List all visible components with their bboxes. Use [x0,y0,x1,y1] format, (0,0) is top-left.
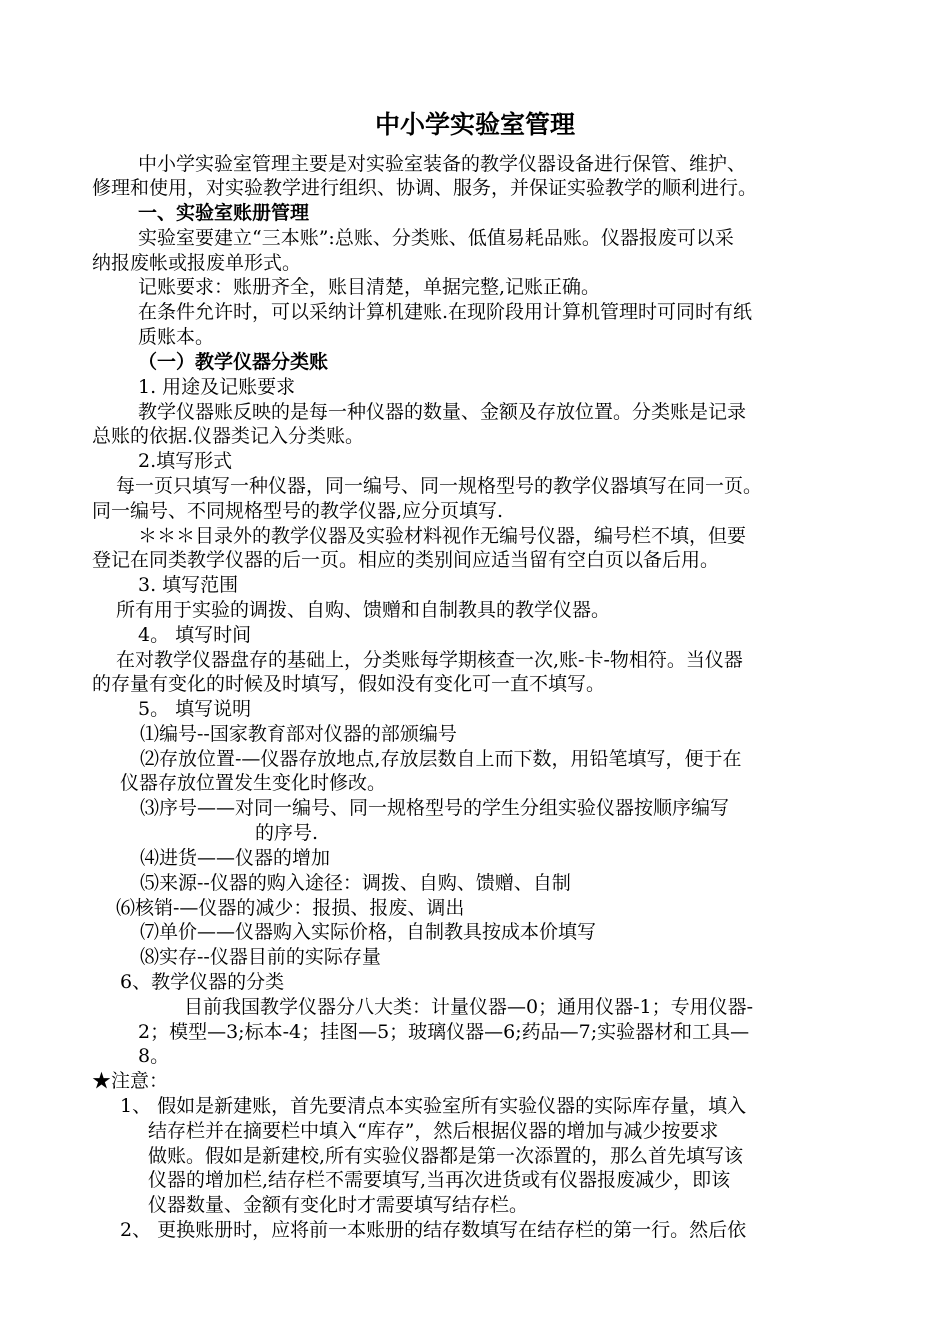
text-line: 2.填写形式 [138,450,233,472]
text-line: ⑺单价——仪器购入实际价格，自制教具按成本价填写 [140,921,597,943]
text-line: 同一编号、不同规格型号的教学仪器,应分页填写. [92,500,504,522]
text-line: 仪器存放位置发生变化时修改。 [120,772,387,794]
text-line: 教学仪器账反映的是每一种仪器的数量、金额及存放位置。分类账是记录 [138,401,747,423]
text-line: 4。 填写时间 [138,624,252,646]
text-line: ⑷进货——仪器的增加 [140,847,331,869]
text-line: 记账要求：账册齐全，账目清楚，单据完整,记账正确。 [138,276,601,298]
note-heading: ★注意： [92,1070,169,1092]
text-line: 做账。假如是新建校,所有实验仪器都是第一次添置的，那么首先填写该 [148,1145,744,1167]
text-line: 纳报废帐或报废单形式。 [92,252,302,274]
text-line: ⑵存放位置-—仪器存放地点,存放层数自上而下数，用铅笔填写，便于在 [140,748,742,770]
text-line: 6、教学仪器的分类 [120,971,285,993]
text-line: 2、 更换账册时，应将前一本账册的结存数填写在结存栏的第一行。然后依 [120,1219,747,1241]
text-line: 每一页只填写一种仪器，同一编号、同一规格型号的教学仪器填写在同一页。 [116,475,763,497]
subsection-heading: （一）教学仪器分类账 [138,351,329,373]
text-line: 在对教学仪器盘存的基础上，分类账每学期核查一次,账-卡-物相符。当仪器 [116,649,743,671]
text-line: ⑻实存--仪器目前的实际存量 [140,946,381,968]
text-line: ⑶序号——对同一编号、同一规格型号的学生分组实验仪器按顺序编写 [140,797,730,819]
text-line: 实验室要建立“三本账”:总账、分类账、低值易耗品账。仪器报废可以采 [138,227,734,249]
text-line: ⑴编号--国家教育部对仪器的部颁编号 [140,723,457,745]
text-line: 目前我国教学仪器分八大类：计量仪器—0；通用仪器-1；专用仪器- [184,996,754,1018]
text-line: ⑸来源--仪器的购入途径：调拨、自购、馈赠、自制 [140,872,571,894]
text-line: ＊＊＊目录外的教学仪器及实验材料视作无编号仪器，编号栏不填，但要 [138,525,747,547]
text-line: 结存栏并在摘要栏中填入“库存”，然后根据仪器的增加与减少按要求 [148,1120,719,1142]
text-line: 1. 用途及记账要求 [138,376,296,398]
text-line: 登记在同类教学仪器的后一页。相应的类别间应适当留有空白页以备后用。 [92,549,720,571]
text-line: 仪器数量、金额有变化时才需要填写结存栏。 [148,1194,529,1216]
text-line: 所有用于实验的调拨、自购、馈赠和自制教具的教学仪器。 [116,599,611,621]
text-line: 修理和使用，对实验教学进行组织、协调、服务，并保证实验教学的顺利进行。 [92,177,758,199]
section-heading: 一、实验室账册管理 [138,202,310,224]
text-line: 3. 填写范围 [138,574,239,596]
text-line: 5。 填写说明 [138,698,252,720]
text-line: ⑹核销-—仪器的减少：报损、报废、调出 [116,897,465,919]
page-title: 中小学实验室管理 [374,110,575,139]
text-line: 仪器的增加栏,结存栏不需要填写,当再次进货或有仪器报废减少，即该 [148,1169,731,1191]
text-line: 8。 [138,1045,170,1067]
text-line: 的存量有变化的时候及时填写，假如没有变化可一直不填写。 [92,673,606,695]
text-line: 在条件允许时，可以采纳计算机建账.在现阶段用计算机管理时可同时有纸 [138,301,753,323]
text-line: 中小学实验室管理主要是对实验室装备的教学仪器设备进行保管、维护、 [138,153,747,175]
text-line: 质账本。 [138,326,215,348]
text-line: 2；模型—3;标本-4；挂图—5；玻璃仪器—6;药品—7;实验器材和工具— [138,1021,750,1043]
text-line: 总账的依据.仪器类记入分类账。 [92,425,365,447]
text-line: 1、 假如是新建账，首先要清点本实验室所有实验仪器的实际库存量，填入 [120,1095,747,1117]
text-line: 的序号. [255,822,319,844]
